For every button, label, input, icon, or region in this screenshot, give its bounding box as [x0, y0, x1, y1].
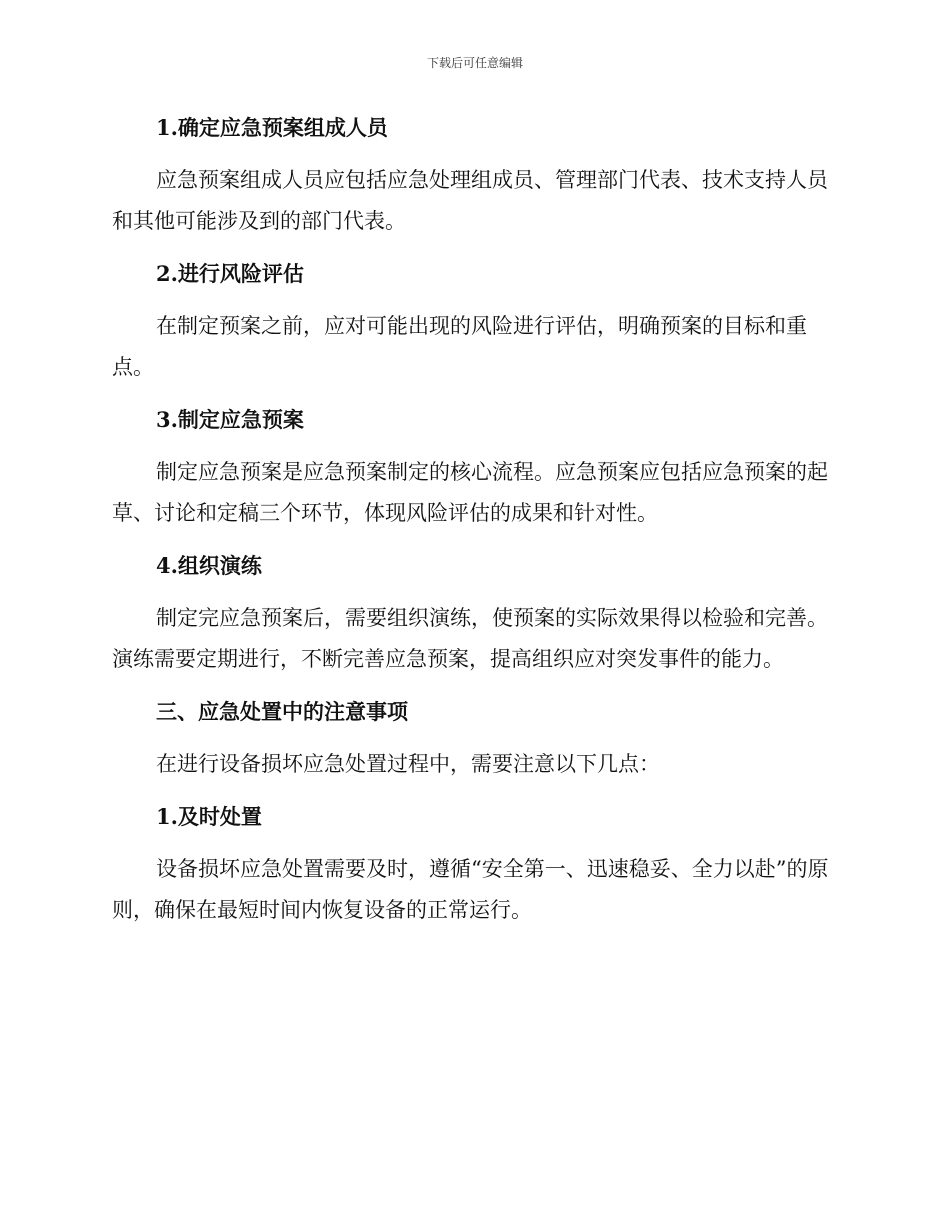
section-heading-3: 3.制定应急预案 — [156, 407, 304, 432]
section-heading-4: 4.组织演练 — [156, 553, 262, 578]
page-header-note: 下载后可任意编辑 — [426, 56, 523, 70]
chapter-heading-3: 三、应急处置中的注意事项 — [156, 699, 408, 724]
section-heading-1: 1.确定应急预案组成人员 — [156, 115, 388, 140]
paragraph-2: 在制定预案之前，应对可能出现的风险进行评估，明确预案的目标和重点。 — [112, 314, 807, 379]
paragraph-4: 制定完应急预案后，需要组织演练，使预案的实际效果得以检验和完善。演练需要定期进行，不断完善应急预案，提高组织应对突发事件的能力。 — [112, 606, 828, 671]
paragraph-1: 应急预案组成人员应包括应急处理组成员、管理部门代表、技术支持人员和其他可能涉及到的部门代表。 — [112, 168, 828, 233]
document-body — [112, 108, 832, 943]
paragraph-5: 在进行设备损坏应急处置过程中，需要注意以下几点： — [156, 752, 660, 776]
section-heading-5: 1.及时处置 — [156, 804, 262, 829]
paragraph-3: 制定应急预案是应急预案制定的核心流程。应急预案应包括应急预案的起草、讨论和定稿三个环节，体现风险评估的成果和针对性。 — [112, 460, 828, 525]
section-heading-2: 2.进行风险评估 — [156, 261, 304, 286]
paragraph-6: 设备损坏应急处置需要及时，遵循“安全第一、迅速稳妥、全力以赴”的原则，确保在最短时间内恢复设备的正常运行。 — [112, 857, 829, 922]
